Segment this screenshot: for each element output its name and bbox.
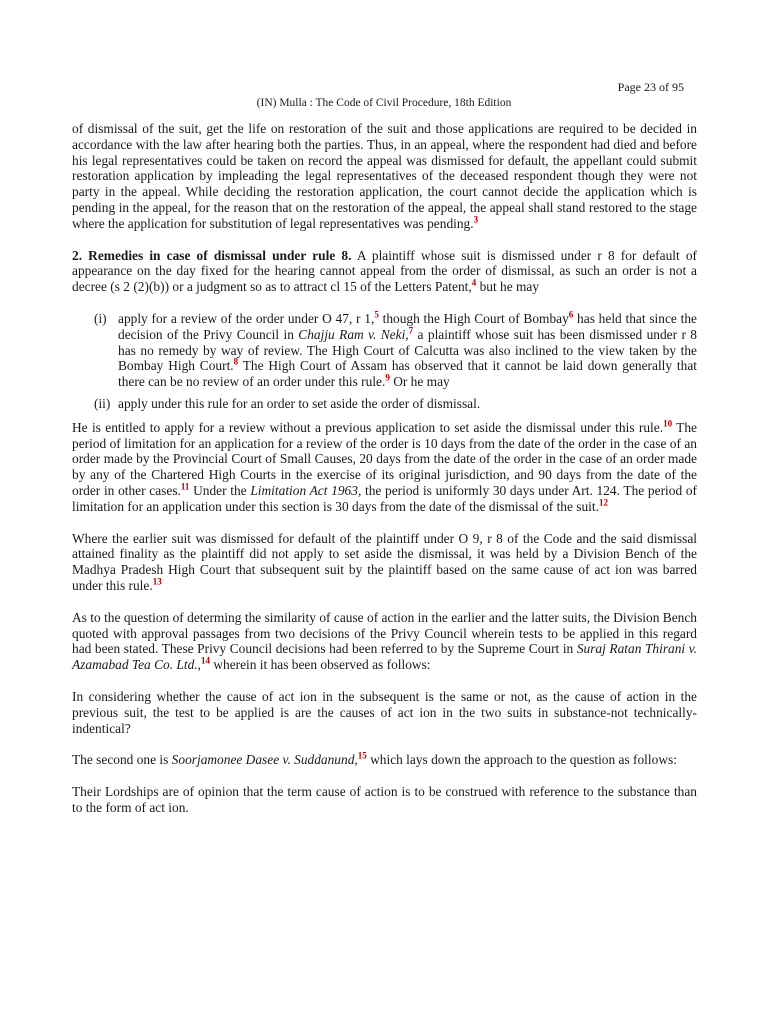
text-segment: Or he may [389,374,450,390]
list-item [72,311,697,390]
footnote-ref[interactable]: 5 [374,309,379,320]
list-item-text [118,311,697,390]
paragraph-1 [72,121,697,232]
footnote-ref[interactable]: 13 [152,576,162,587]
paragraph-3 [72,420,697,515]
text-segment: though the High Court of Bombay [378,310,569,326]
remedies-list [72,311,697,412]
text-segment: , [405,326,409,342]
case-name: Soorjamonee Dasee v. Suddanund [171,752,355,768]
footnote-ref[interactable]: 14 [200,655,210,666]
footnote-ref[interactable]: 11 [180,481,190,492]
text-segment: The High Court of Assam has observed that it cannot be laid down generally that there can be no review of an order under this rule. [118,358,697,390]
act-name: Limitation Act 1963 [250,482,358,498]
paragraph-6 [72,689,697,736]
footnote-ref[interactable]: 3 [473,214,479,225]
paragraph-text: A plaintiff whose suit is dismissed under r 8 for default of appearance on the day fixed for the hearing cannot appeal from the order of dismissal, as such an order is not a decree (s 2 (2)(b)) or a judgment so as to attract cl 15 of the Letters Patent, [72,247,697,295]
footnote-ref[interactable]: 4 [471,277,477,288]
list-item-text: apply under this rule for an order to set aside the order of dismissal. [118,395,481,411]
footnote-ref[interactable]: 15 [357,750,367,761]
text-segment: which lays down the approach to the question as follows: [366,752,677,768]
section-heading: 2. Remedies in case of dismissal under rule 8. [72,247,352,263]
footnote-ref[interactable]: 12 [598,497,608,508]
paragraph-2 [72,248,697,295]
text-segment: The period of limitation for an application for a review of the order is 10 days from the date of the order in the case of an order made by the Provincial Court of Small Causes, 20 days from the date of the order in the case of an order made by any of the Chartered High Courts in the exercise of its original jurisdiction, and 90 days from the date of the order in other cases. [72,419,697,498]
footnote-ref[interactable]: 10 [663,418,673,429]
paragraph-7 [72,752,697,768]
text-segment: The second one is [72,752,172,768]
text-segment: Under the [189,482,251,498]
text-segment: Where the earlier suit was dismissed for default of the plaintiff under O 9, r 8 of the Code and the said dismissal attained finality as the plaintiff did not apply to set aside the dismissal, it was held by a Division Bench of the Madhya Pradesh High Court that subsequent suit by the plaintiff based on the same cause of act ion was barred under this rule. [72,530,697,593]
list-item [72,396,697,412]
document-body [72,121,697,832]
text-segment: has held that since the decision of the Privy Council in [118,310,697,342]
case-name: Suraj Ratan Thirani v. Azamabad Tea Co. Ltd. [72,641,697,673]
list-marker: (i) [94,310,107,326]
text-segment: apply for a review of the order under O 47, r 1, [118,310,375,326]
case-name: Chajju Ram v. Neki [298,326,406,342]
text-segment: , [197,657,201,673]
text-segment: In considering whether the cause of act ion in the subsequent is the same or not, as the cause of action in the previous suit, the test to be applied is are the causes of act ion in the two suits in substance-not technically-indentical? [72,688,697,736]
paragraph-5 [72,610,697,673]
paragraph-8 [72,784,697,816]
text-segment: Their Lordships are of opinion that the term cause of action is to be construed with reference to the substance than to the form of act ion. [72,784,697,815]
text-segment: As to the question of determing the similarity of cause of action in the earlier and the latter suits, the Division Bench quoted with approval passages from two decisions of the Privy Council wherein tests to be applied in this regard had been stated. These Privy Council decisions had been referred to by the Supreme Court in [72,609,697,657]
footnote-ref[interactable]: 8 [233,356,239,367]
page-number: Page 23 of 95 [617,80,684,94]
text-segment: , the period is uniformly 30 days under Art. 124. The period of limitation for an application under this section is 30 days from the date of the dismissal of the suit. [72,482,697,514]
running-header: (IN) Mulla : The Code of Civil Procedure, 18th Edition [256,97,512,109]
paragraph-text: of dismissal of the suit, get the life on restoration of the suit and those applications are required to be decided in accordance with the law after hearing both the parties. Thus, in an appeal, where the respondent had died and before his legal representatives could be taken on record the appeal was dismissed for default, the appellant could submit restoration application by impleading the legal representatives of the deceased respondent though they were not party in the appeal. While deciding the restoration application, the court cannot decide the application which is pending in the appeal, for the reason that on the restoration of the appeal, the appeal shall stand restored to the stage where the application for substitution of legal representatives was pending. [72,121,697,231]
paragraph-text: but he may [476,279,540,295]
footnote-ref[interactable]: 7 [408,325,414,336]
list-marker: (ii) [94,395,111,411]
footnote-ref[interactable]: 9 [385,372,390,383]
text-segment: , [354,752,358,768]
paragraph-4 [72,531,697,594]
footnote-ref[interactable]: 6 [568,309,574,320]
text-segment: a plaintiff whose suit has been dismissed under r 8 has no remedy by way of review. The High Court of Calcutta was also inclined to the view taken by the Bombay High Court. [118,326,698,374]
text-segment: He is entitled to apply for a review without a previous application to set aside the dismissal under this rule. [72,419,664,435]
text-segment: wherein it has been observed as follows: [209,657,431,673]
